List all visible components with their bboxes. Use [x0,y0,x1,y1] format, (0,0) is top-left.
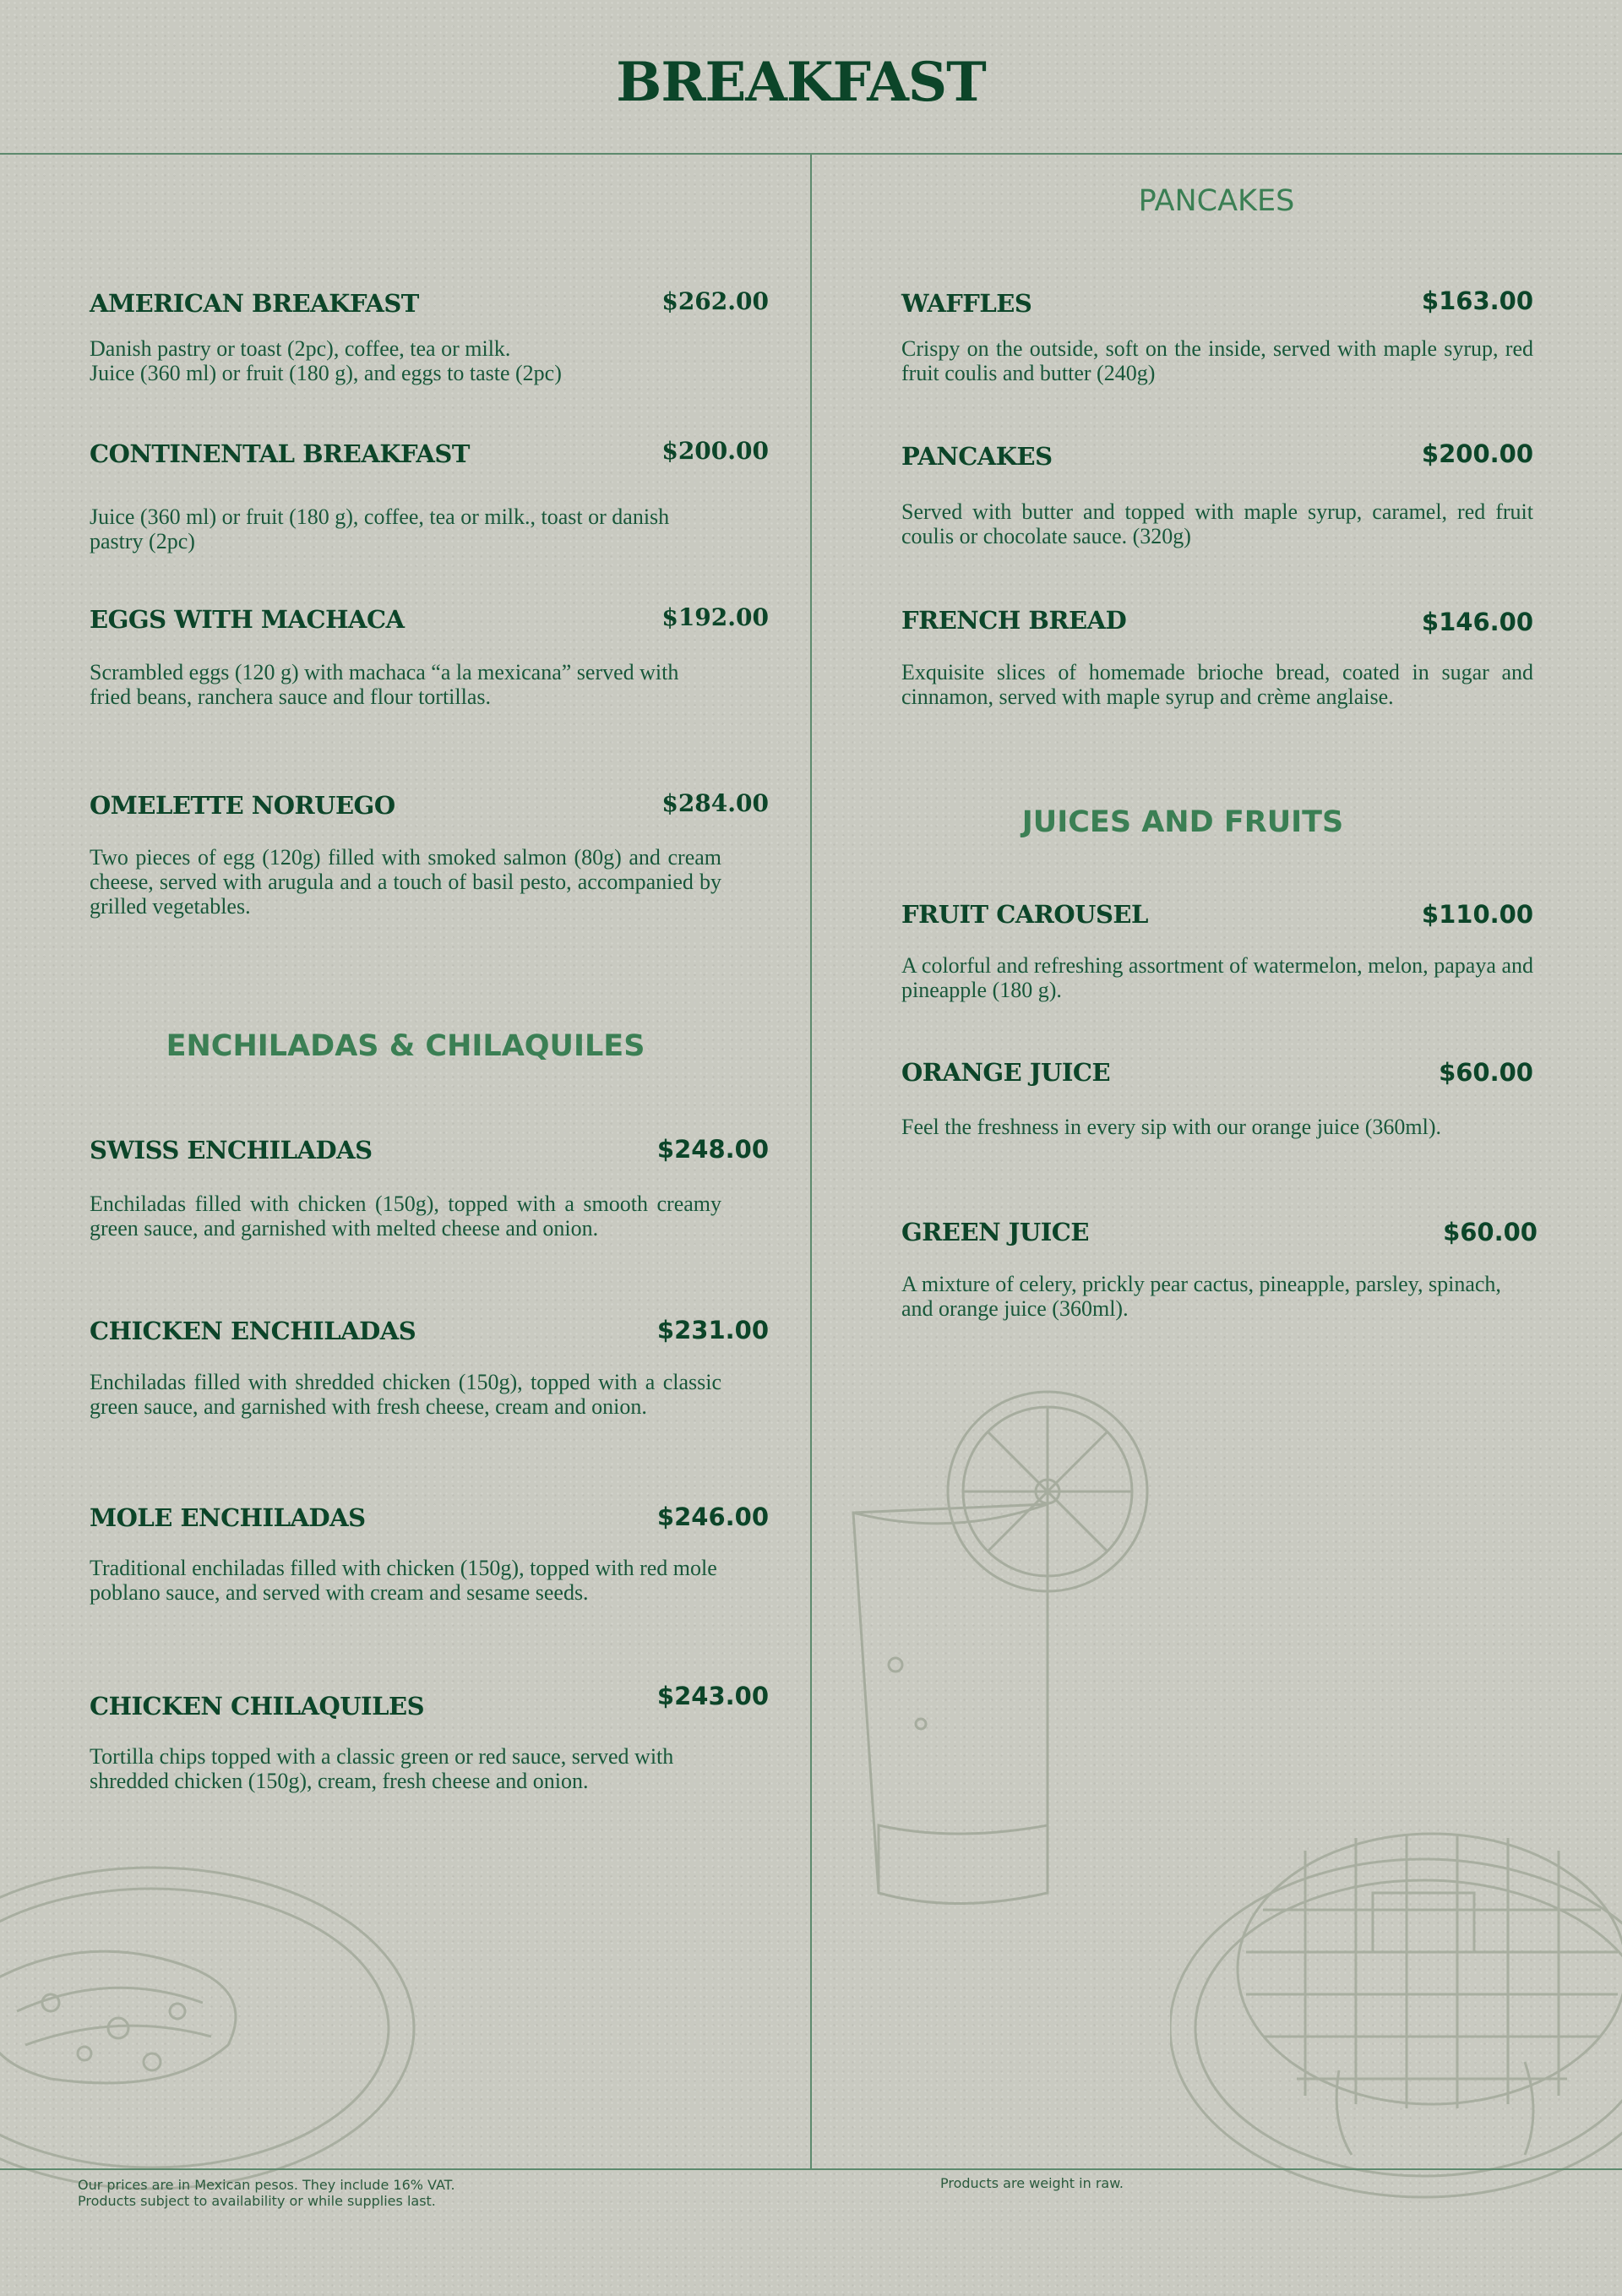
item-price: $231.00 [656,1316,769,1344]
item-price: $262.00 [661,287,769,315]
footer-line: Our prices are in Mexican pesos. They include 16% VAT. [78,2177,455,2193]
item-name: OMELETTE NORUEGO [90,791,395,820]
item-description: Scrambled eggs (120 g) with machaca “a la mexicana” served with fried beans, ranchera sauce and flour tortillas. [90,660,679,709]
item-description: Traditional enchiladas filled with chicken (150g), topped with red mole poblano sauce, and served with cream and sesame seeds. [90,1556,717,1605]
section-title-pancakes: PANCAKES [1138,184,1295,218]
item-name: SWISS ENCHILADAS [90,1136,373,1164]
item-name: AMERICAN BREAKFAST [90,289,419,318]
item-description: Enchiladas filled with chicken (150g), topped with a smooth creamy green sauce, and garnished with melted cheese and onion. [90,1192,721,1241]
enchiladas-plate-sketch [0,1842,422,2214]
item-name: EGGS WITH MACHACA [90,605,405,634]
footer-note-right: Products are weight in raw. [940,2175,1124,2191]
page-title: BREAKFAST [616,51,986,114]
item-description: Served with butter and topped with maple syrup, caramel, red fruit coulis or chocolate sauce. (320g) [901,499,1533,548]
item-description: Enchiladas filled with shredded chicken (150g), topped with a classic green sauce, and garnished with fresh cheese, cream and onion. [90,1370,721,1419]
item-name: FRENCH BREAD [901,606,1127,635]
item-price: $248.00 [656,1135,769,1164]
item-description: A colorful and refreshing assortment of watermelon, melon, papaya and pineapple (180 g). [901,953,1533,1002]
item-name: CONTINENTAL BREAKFAST [90,439,470,468]
section-title-juices: JUICES AND FRUITS [1021,805,1344,839]
footer-divider [0,2168,1622,2170]
item-description: Feel the freshness in every sip with our orange juice (360ml). [901,1115,1441,1139]
desc-line: Juice (360 ml) or fruit (180 g), and eggs to taste (2pc) [90,361,562,385]
item-description: Juice (360 ml) or fruit (180 g), coffee, tea or milk., toast or danish pastry (2pc) [90,504,670,554]
item-price: $200.00 [1421,439,1533,468]
footer-note-left [78,2177,455,2209]
item-price: $200.00 [661,437,769,465]
item-price: $192.00 [661,603,769,631]
item-price: $163.00 [1421,286,1533,315]
item-name: PANCAKES [901,442,1053,471]
item-description: A mixture of celery, prickly pear cactus, pineapple, parsley, spinach, and orange juice (360ml). [901,1272,1501,1321]
item-price: $243.00 [656,1682,769,1710]
item-name: CHICKEN ENCHILADAS [90,1317,416,1345]
item-description: Exquisite slices of homemade brioche bread, coated in sugar and cinnamon, served with maple syrup and crème anglaise. [901,660,1533,709]
item-price: $284.00 [661,789,769,817]
item-price: $60.00 [1443,1218,1538,1246]
item-price: $110.00 [1421,900,1533,929]
item-price: $246.00 [656,1502,769,1531]
item-description [90,336,723,385]
item-price: $60.00 [1439,1058,1533,1087]
item-description: Tortilla chips topped with a classic green or red sauce, served with shredded chicken (150g), cream, fresh cheese and onion. [90,1744,674,1793]
column-divider [810,154,812,2169]
item-name: CHICKEN CHILAQUILES [90,1692,425,1721]
footer-line: Products subject to availability or while supplies last. [78,2193,436,2209]
item-name: WAFFLES [901,289,1032,318]
item-description: Two pieces of egg (120g) filled with smoked salmon (80g) and cream cheese, served with arugula and a touch of basil pesto, accompanied by grilled vegetables. [90,845,721,919]
section-title-enchiladas: ENCHILADAS & CHILAQUILES [166,1029,645,1063]
desc-line: Danish pastry or toast (2pc), coffee, tea or milk. [90,336,511,361]
item-name: MOLE ENCHILADAS [90,1503,366,1532]
juice-glass-sketch [845,1386,1166,1927]
item-name: GREEN JUICE [901,1218,1089,1246]
item-name: ORANGE JUICE [901,1058,1111,1087]
item-price: $146.00 [1421,608,1533,636]
item-name: FRUIT CAROUSEL [901,900,1148,929]
item-description: Crispy on the outside, soft on the inside, served with maple syrup, red fruit coulis and butter (240g) [901,336,1533,385]
waffle-plate-sketch [1170,1800,1622,2222]
